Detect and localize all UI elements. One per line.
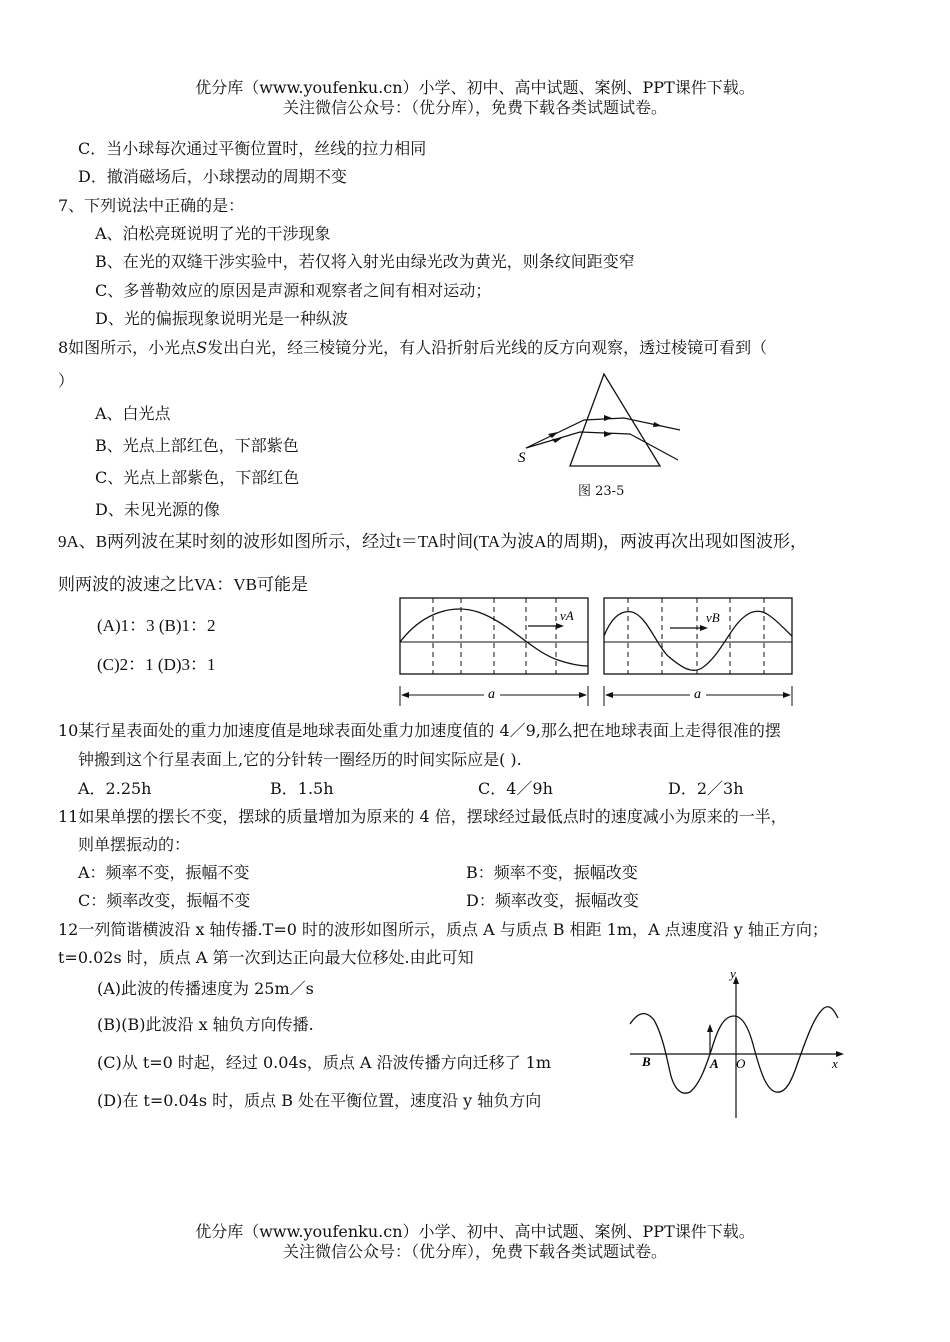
q8-stem [58,337,767,359]
q8-option-c: C、光点上部紫色，下部红色 [95,468,300,487]
arrowhead [605,692,613,698]
q11-line-1: 11如果单摆的摆长不变，摆球的质量增加为原来的 4 倍，摆球经过最低点时的速度减小为原来的一半， [58,807,787,826]
q11-line-2: 则单摆振动的： [78,835,191,854]
q11-option-d: D：频率改变，振幅改变 [466,891,639,910]
q10-line-1: 10某行星表面处的重力加速度值是地球表面处重力加速度值的 4／9,那么把在地球表面上走得很准的摆 [58,721,781,740]
arrowhead [579,692,587,698]
q10-line-2: 钟搬到这个行星表面上,它的分针转一圈经历的时间实际应是( ). [78,750,522,769]
arrowhead [552,438,562,443]
q11-option-c: C：频率改变，振幅不变 [78,891,251,910]
wave-b-dashes [628,598,764,674]
q11-option-b: B：频率不变，振幅改变 [466,863,638,882]
q8-option-d: D、未见光源的像 [95,500,220,519]
q10-option-d: D．2／3h [668,779,744,798]
arrowhead [707,1024,713,1032]
wave-a-figure [398,596,590,710]
q8-stem-part1: 8如图所示，小光点 [58,338,197,357]
arrowhead [783,692,791,698]
q12-line-1: 12一列简谐横波沿 x 轴传播.T=0 时的波形如图所示，质点 A 与质点 B 相距 1m，A 点速度沿 y 轴正方向； [58,920,828,939]
q8-stem-end: ） [58,371,75,390]
arrowhead [700,625,708,631]
q9-options-row-2: (C)2：1 (D)3：1 [97,655,216,674]
q10-option-a: A．2.25h [78,779,152,798]
label-vb: vB [706,610,720,625]
q12-wave-graph [626,962,850,1122]
q12-option-c: (C)从 t=0 时起，经过 0.04s，质点 A 沿波传播方向迁移了 1m [97,1053,552,1072]
q8-stem-s: S [196,338,208,357]
label-s: S [518,450,526,466]
q10-option-c: C．4／9h [478,779,553,798]
q7-option-b: B、在光的双缝干涉实验中，若仅将入射光由绿光改为黄光，则条纹间距变窄 [95,252,635,271]
footer-line-1: 优分库（www.youfenku.cn）小学、初中、高中试题、案例、PPT课件下载。 [195,1222,755,1241]
q12-option-b: (B)(B)此波沿 x 轴负方向传播. [97,1015,314,1034]
q12-option-d: (D)在 t=0.04s 时，质点 B 处在平衡位置，速度沿 y 轴负方向 [97,1091,542,1110]
header-line-2: 关注微信公众号：（优分库），免费下载各类试题试卷。 [282,98,667,117]
q10-option-b: B．1.5h [270,779,334,798]
q7-stem: 7、下列说法中正确的是： [58,196,245,215]
q9-line-1: 9A、B两列波在某时刻的波形如图所示，经过t＝TA时间(TA为波A的周期)，两波再次出现如图波形， [58,532,808,551]
arrowhead [401,692,409,698]
label-x: x [832,1056,838,1071]
label-y: y [730,966,736,981]
q12-line-2: t=0.02s 时，质点 A 第一次到达正向最大位移处.由此可知 [58,948,474,967]
header-line-1: 优分库（www.youfenku.cn）小学、初中、高中试题、案例、PPT课件下载。 [195,78,755,97]
label-a: a [488,687,495,702]
q6-option-c: C．当小球每次通过平衡位置时，丝线的拉力相同 [78,139,427,158]
label-va: vA [560,608,574,623]
q11-option-a: A：频率不变，振幅不变 [78,863,250,882]
wave-b-figure [602,596,796,710]
label-a: a [694,687,701,702]
figure-caption: 图 23-5 [578,484,625,499]
q7-option-d: D、光的偏振现象说明光是一种纵波 [95,309,348,328]
footer-line-2: 关注微信公众号：（优分库），免费下载各类试题试卷。 [282,1242,667,1261]
arrowhead [604,415,612,421]
q9-options-row-1: (A)1：3 (B)1：2 [97,616,216,635]
label-a: A [710,1056,719,1071]
q7-option-c: C、多普勒效应的原因是声源和观察者之间有相对运动； [95,281,492,300]
q12-wave-curve [630,1007,838,1093]
q7-option-a: A、泊松亮斑说明了光的干涉现象 [95,224,331,243]
label-o: O [736,1056,746,1071]
label-b: B [642,1054,651,1069]
q12-option-a: (A)此波的传播速度为 25m／s [97,979,314,998]
q8-option-b: B、光点上部红色，下部紫色 [95,436,299,455]
q6-option-d: D．撤消磁场后，小球摆动的周期不变 [78,167,347,186]
q8-option-a: A、白光点 [95,404,171,423]
prism-figure [512,370,692,475]
lower-ray [526,432,678,460]
arrowhead [604,431,612,437]
arrowhead [556,623,564,629]
q9-line-2: 则两波的波速之比VA：VB可能是 [58,575,308,594]
q8-stem-part2: 发出白光，经三棱镜分光，有人沿折射后光线的反方向观察，透过棱镜可看到（ [207,338,768,357]
